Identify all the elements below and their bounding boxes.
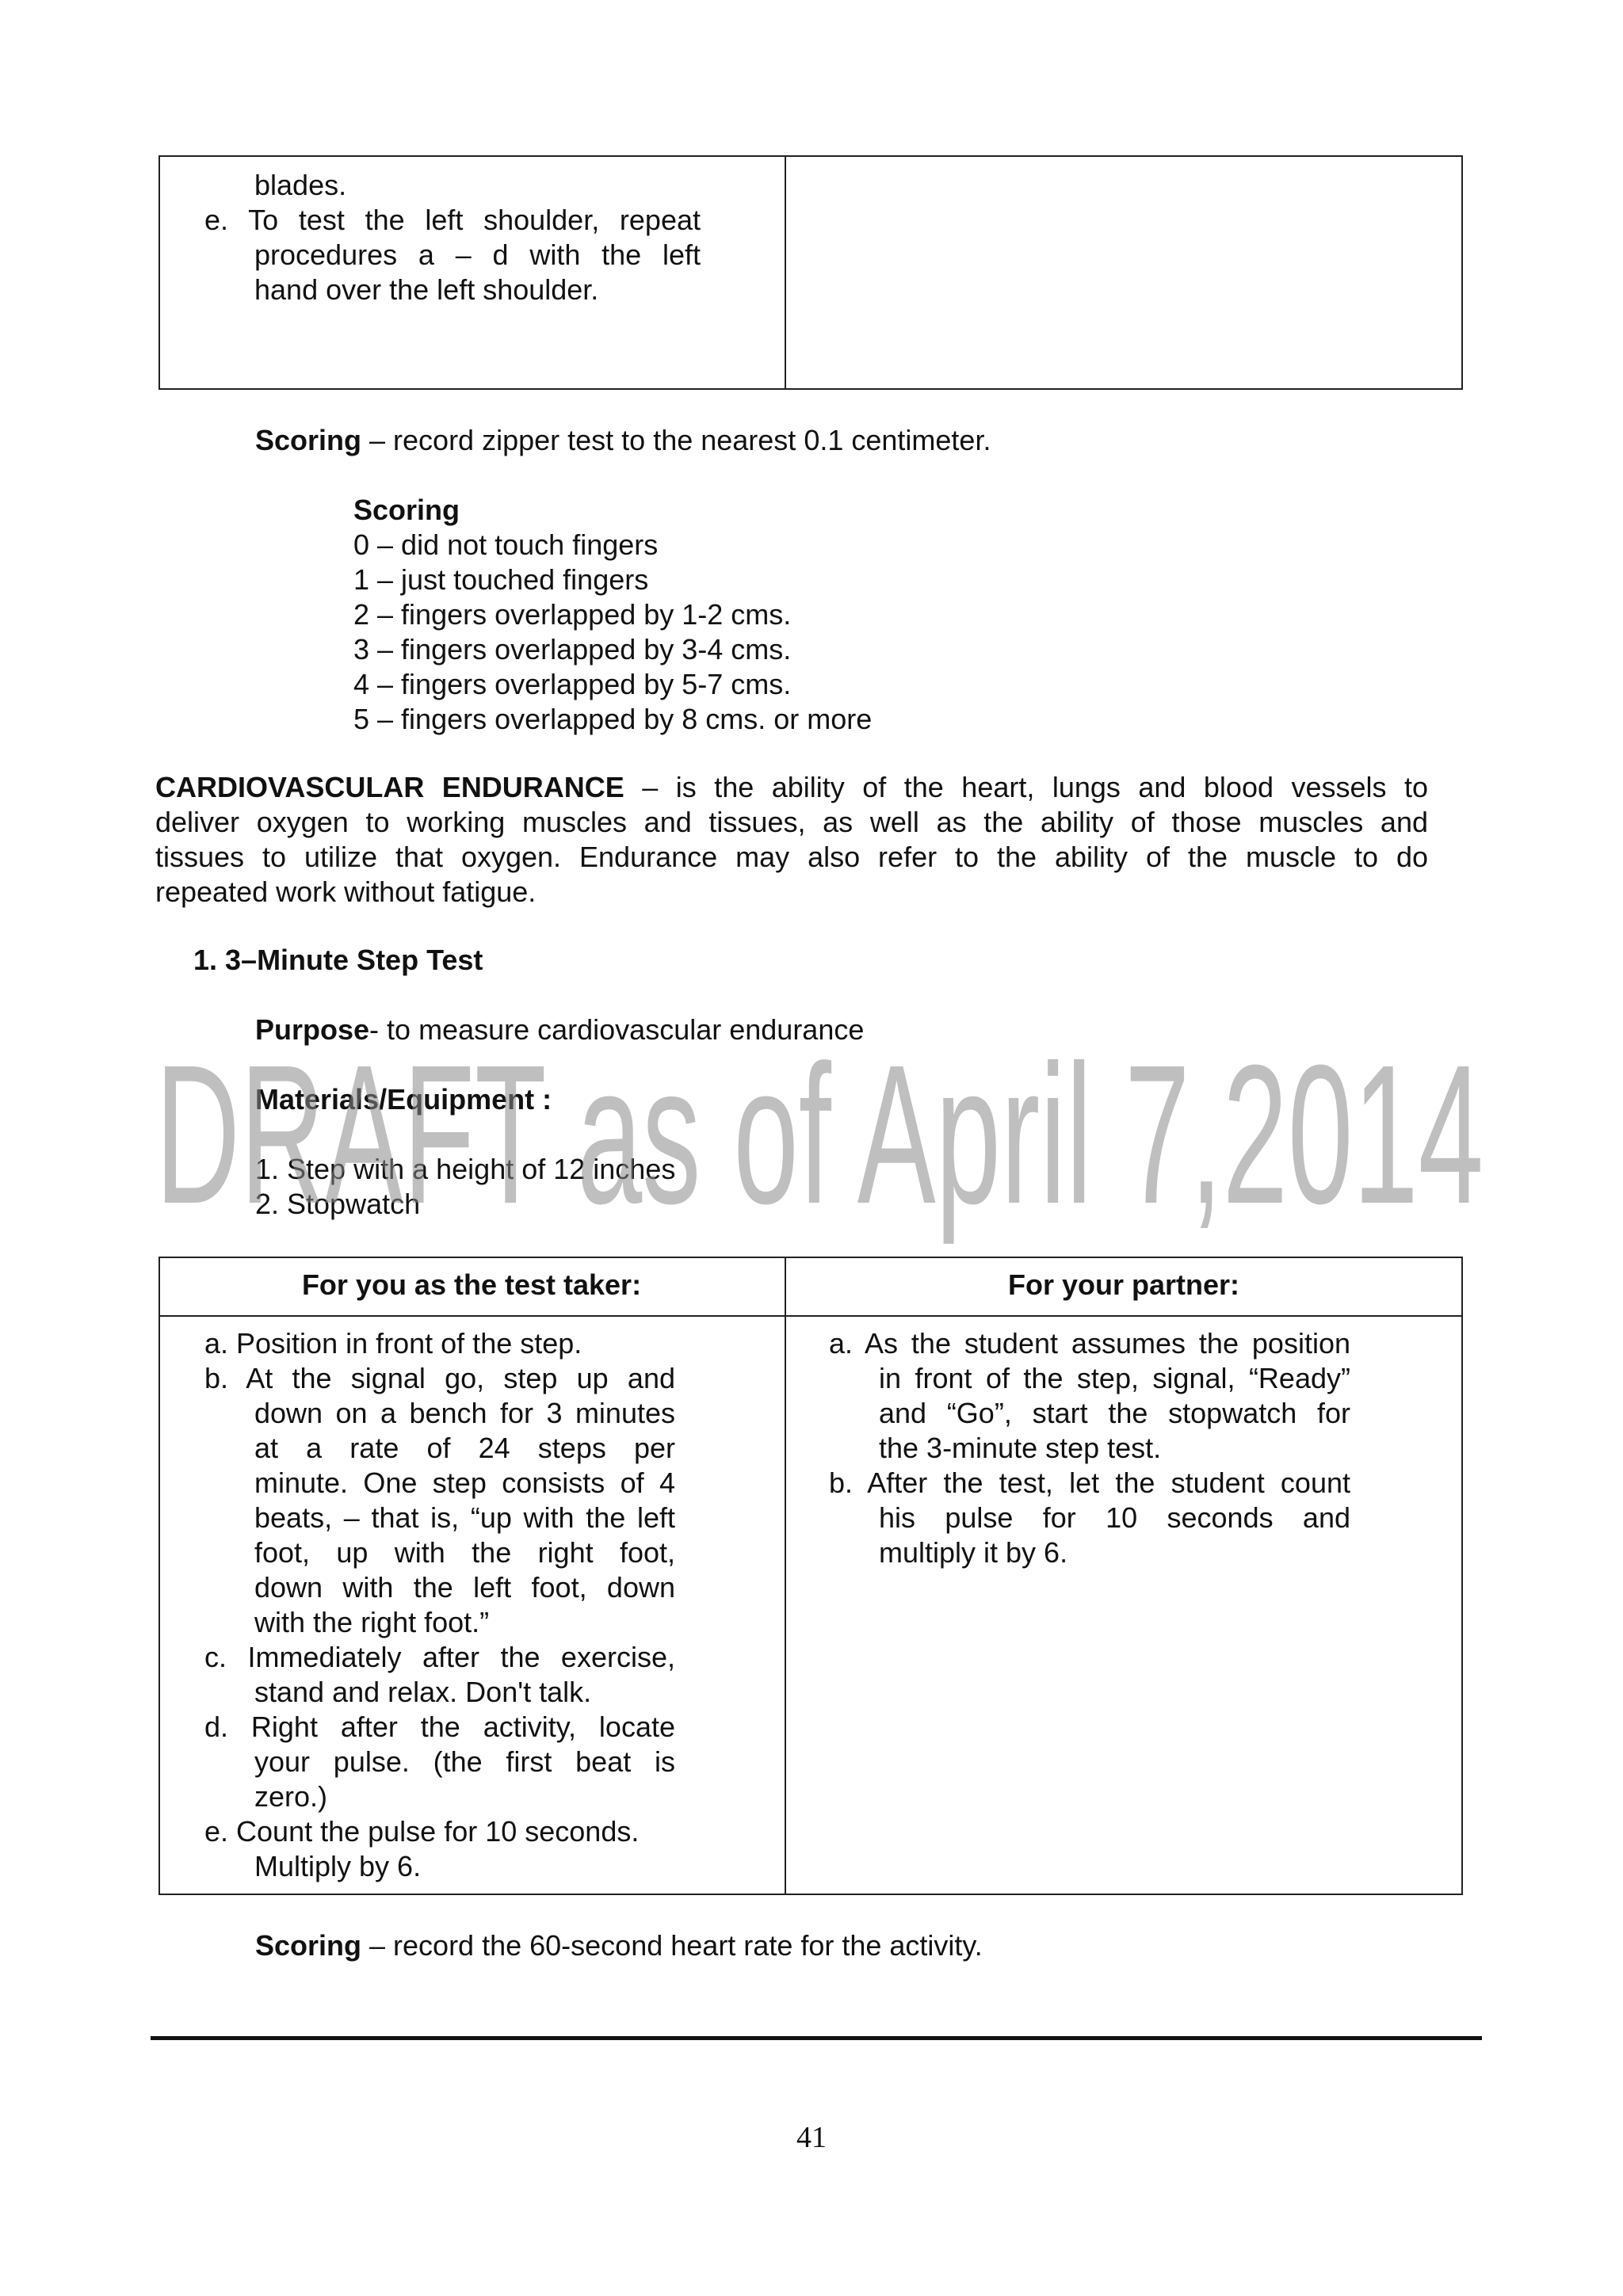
scoring-text: – record zipper test to the nearest 0.1 centimeter. <box>361 424 991 456</box>
step-line: and “Go”, start the stopwatch for <box>879 1397 1350 1429</box>
cardio-paragraph <box>155 770 1428 910</box>
scoring-item: 1 – just touched fingers <box>353 563 649 596</box>
cardio-line: CARDIOVASCULAR ENDURANCE – is the ability of the heart, lungs and blood vessels to <box>155 771 1428 803</box>
step-test-title: 1. 3–Minute Step Test <box>193 944 483 976</box>
step-line: b. After the test, let the student count <box>829 1466 1350 1499</box>
step-line: your pulse. (the first beat is <box>254 1745 675 1778</box>
scoring-scale <box>353 493 872 737</box>
cell-line: procedures a – d with the left <box>254 238 701 271</box>
cardio-line: repeated work without fatigue. <box>155 875 537 908</box>
cell-line: blades. <box>254 169 347 201</box>
scoring-item: 5 – fingers overlapped by 8 cms. or more <box>353 703 873 735</box>
step-line: a. Position in front of the step. <box>204 1327 582 1360</box>
scoring-item: 3 – fingers overlapped by 3-4 cms. <box>353 633 792 666</box>
scoring-text: – record the 60-second heart rate for the activity. <box>361 1929 983 1962</box>
materials-item: 2. Stopwatch <box>255 1188 421 1220</box>
step-line: multiply it by 6. <box>879 1536 1068 1569</box>
scoring-item: 2 – fingers overlapped by 1-2 cms. <box>353 598 792 631</box>
scoring-label: Scoring <box>255 424 362 456</box>
step-line: the 3-minute step test. <box>879 1432 1162 1464</box>
procedure-left-cell <box>204 1326 675 1884</box>
step-line: at a rate of 24 steps per <box>254 1432 675 1464</box>
step-line: in front of the step, signal, “Ready” <box>879 1362 1350 1394</box>
materials-label: Materials/Equipment : <box>255 1083 552 1116</box>
step-line: d. Right after the activity, locate <box>204 1711 675 1743</box>
step-line: his pulse for 10 seconds and <box>879 1501 1350 1534</box>
step-line: stand and relax. Don't talk. <box>254 1676 592 1708</box>
materials-list <box>255 1152 675 1222</box>
cardio-line: tissues to utilize that oxygen. Endurance may also refer to the ability of the muscle to do <box>155 841 1428 873</box>
cell-line: hand over the left shoulder. <box>254 273 599 306</box>
step-line: Multiply by 6. <box>254 1850 422 1882</box>
materials-item: 1. Step with a height of 12 inches <box>255 1153 676 1185</box>
scoring-item: 0 – did not touch fingers <box>353 528 659 561</box>
scoring-zipper <box>255 423 991 458</box>
procedure-right-cell <box>829 1326 1350 1570</box>
cell-line: e. To test the left shoulder, repeat <box>204 204 701 236</box>
scoring-item: 4 – fingers overlapped by 5-7 cms. <box>353 668 792 700</box>
left-header: For you as the test taker: <box>301 1268 642 1301</box>
step-line: minute. One step consists of 4 <box>254 1466 675 1499</box>
cardio-line: deliver oxygen to working muscles and tissues, as well as the ability of those muscles and <box>155 806 1428 838</box>
purpose-label: Purpose <box>255 1013 370 1046</box>
step-line: a. As the student assumes the position <box>829 1327 1350 1360</box>
header-divider <box>160 1315 1461 1317</box>
right-header: For your partner: <box>1007 1268 1240 1301</box>
step-line: c. Immediately after the exercise, <box>204 1641 675 1673</box>
scoring-label: Scoring <box>255 1929 362 1962</box>
watermark-text: DRAFT as of April 7,2014 <box>155 1024 1484 1244</box>
table-divider <box>785 1258 786 1894</box>
step-line: down on a bench for 3 minutes <box>254 1397 675 1429</box>
footer-rule <box>151 2036 1482 2040</box>
scoring-heart <box>255 1928 983 1963</box>
top-table-left-cell <box>204 168 701 307</box>
step-line: beats, – that is, “up with the left <box>254 1501 675 1534</box>
table-divider <box>785 157 786 388</box>
step-line: zero.) <box>254 1780 328 1813</box>
page-number: 41 <box>796 2121 827 2154</box>
step-line: with the right foot.” <box>254 1606 490 1638</box>
scoring-heading: Scoring <box>353 494 460 526</box>
step-line: b. At the signal go, step up and <box>204 1362 675 1394</box>
step-line: e. Count the pulse for 10 seconds. <box>204 1815 640 1848</box>
cardio-term: CARDIOVASCULAR ENDURANCE <box>155 771 624 803</box>
step-line: down with the left foot, down <box>254 1571 675 1604</box>
purpose-line <box>255 1013 864 1047</box>
purpose-text: - to measure cardiovascular endurance <box>369 1013 865 1046</box>
step-line: foot, up with the right foot, <box>254 1536 675 1569</box>
